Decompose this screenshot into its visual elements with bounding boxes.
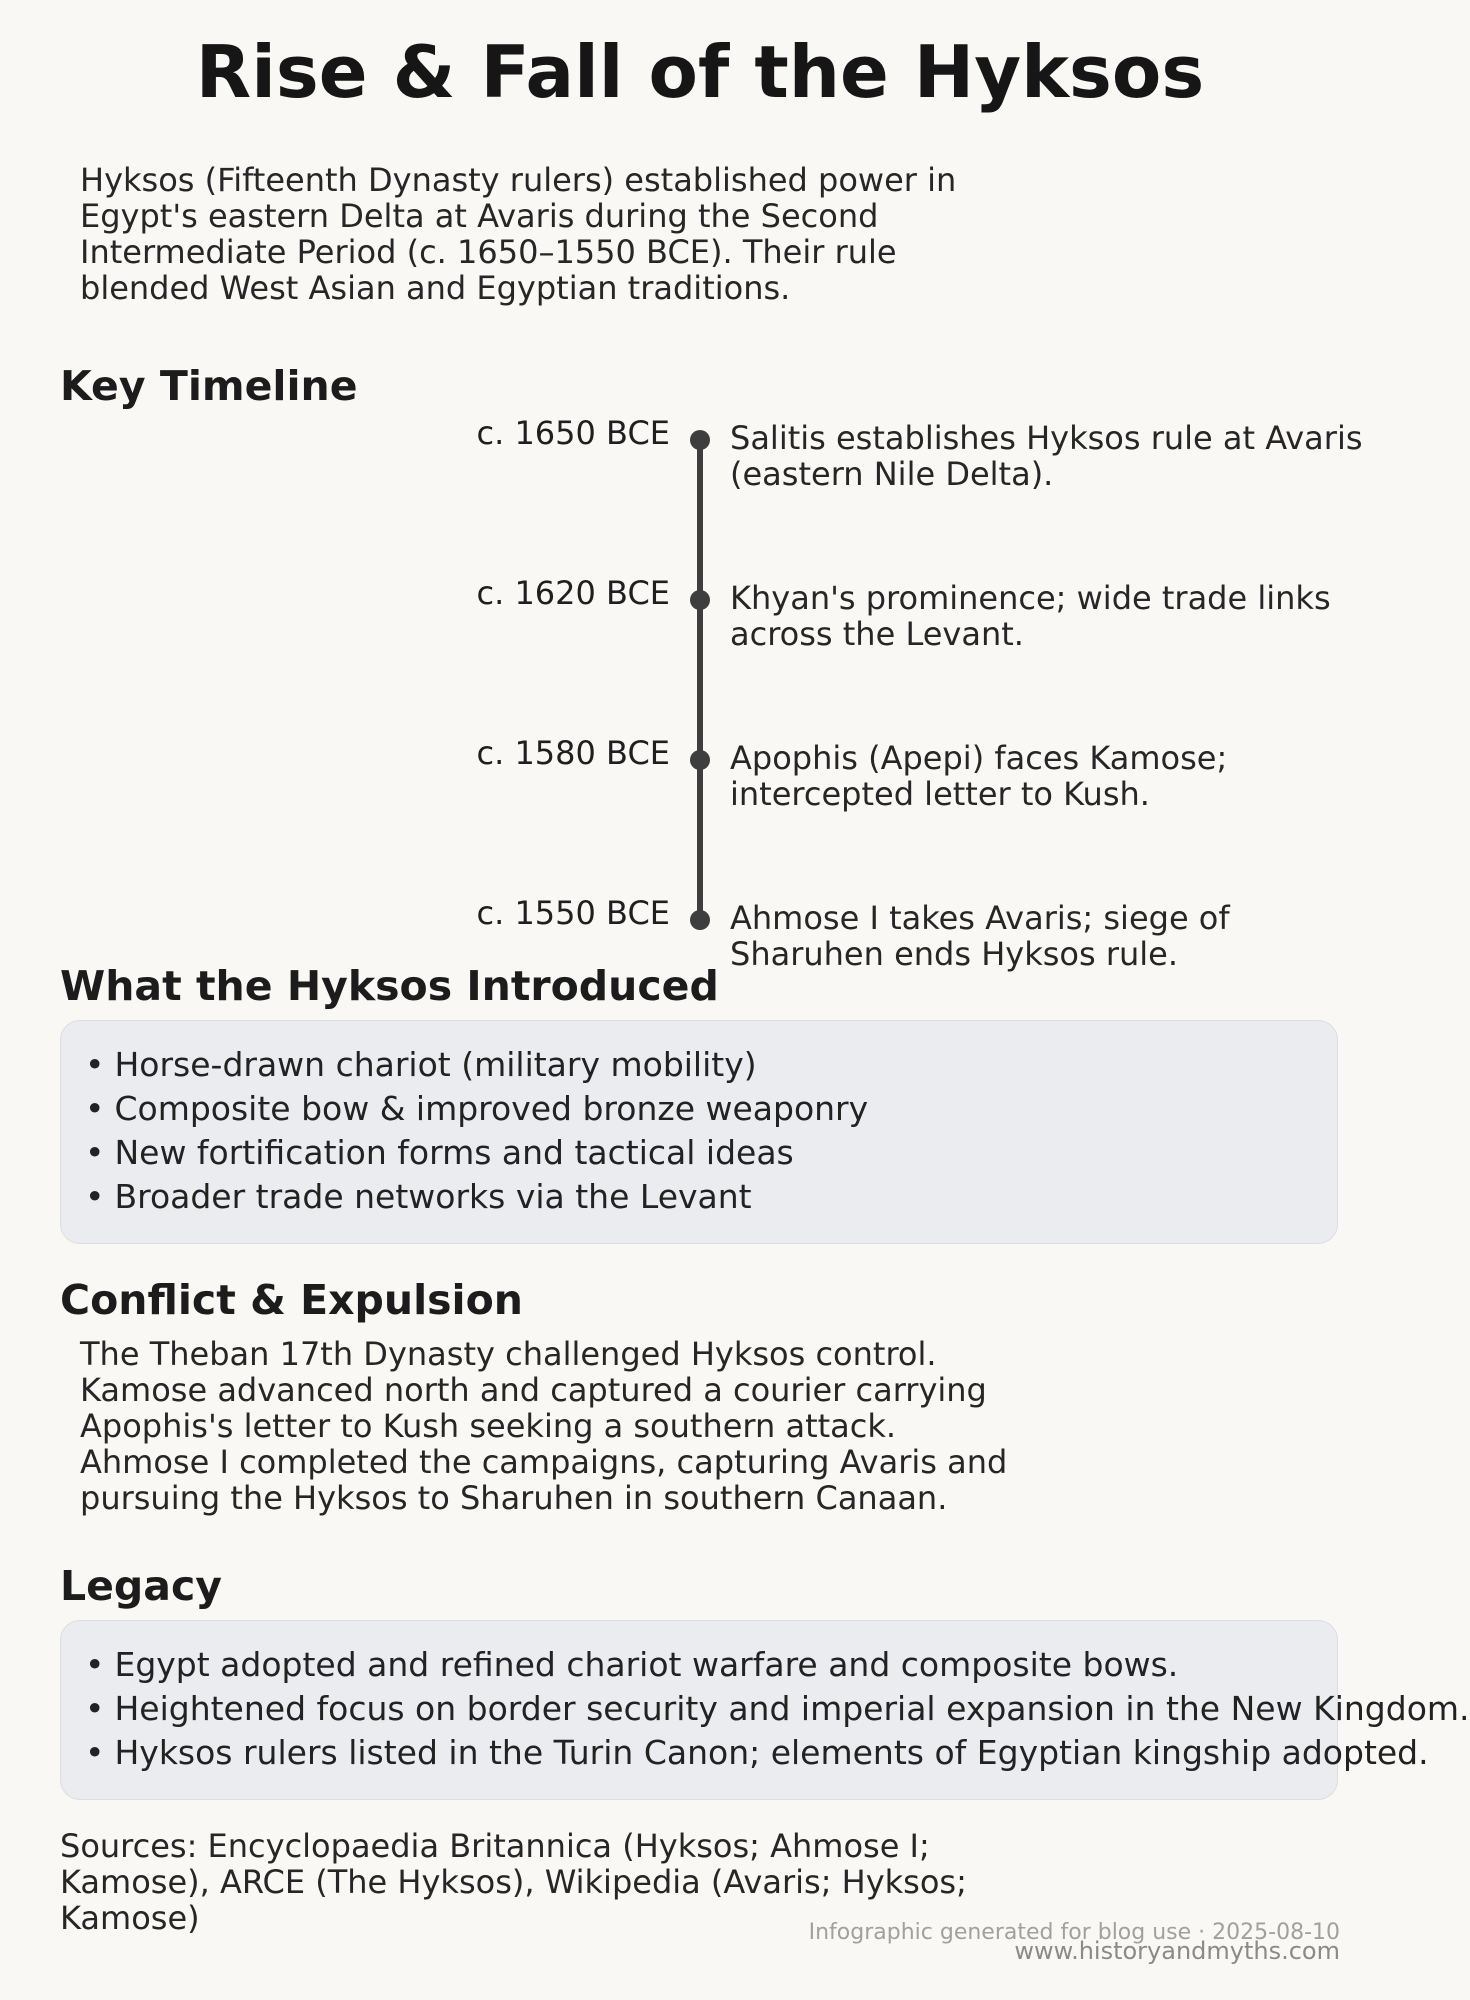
timeline-dot bbox=[690, 910, 710, 930]
timeline-event-text: Ahmose I takes Avaris; siege of Sharuhen ends Hyksos rule. bbox=[730, 899, 1230, 973]
timeline-date: c. 1620 BCE bbox=[476, 574, 670, 612]
timeline-heading: Key Timeline bbox=[60, 362, 358, 410]
timeline-dot bbox=[690, 590, 710, 610]
list-item: • Hyksos rulers listed in the Turin Canon; elements of Egyptian kingship adopted. bbox=[85, 1733, 1429, 1772]
list-item: • Broader trade networks via the Levant bbox=[85, 1177, 752, 1216]
timeline-event-text: Khyan's prominence; wide trade links across the Levant. bbox=[730, 579, 1331, 653]
list-item: • New fortification forms and tactical ideas bbox=[85, 1133, 794, 1172]
introduced-list bbox=[85, 1043, 1337, 1219]
bullet: • bbox=[85, 1733, 105, 1772]
footer-note: Infographic generated for blog use · 2025-08-10 bbox=[808, 1920, 1340, 1945]
timeline-date: c. 1580 BCE bbox=[476, 734, 670, 772]
page-title: Rise & Fall of the Hyksos bbox=[195, 30, 1205, 114]
introduced-box bbox=[60, 1020, 1338, 1244]
list-item: • Heightened focus on border security and imperial expansion in the New Kingdom. bbox=[85, 1689, 1470, 1728]
sources-text: Sources: Encyclopaedia Britannica (Hyksos; Ahmose I; Kamose), ARCE (The Hyksos), Wikipedia (Avaris; Hyksos; Kamose) bbox=[60, 1827, 967, 1937]
timeline-line bbox=[697, 438, 703, 920]
timeline-event-text: Salitis establishes Hyksos rule at Avaris (eastern Nile Delta). bbox=[730, 419, 1363, 493]
timeline-dot bbox=[690, 430, 710, 450]
list-item: • Composite bow & improved bronze weaponry bbox=[85, 1089, 869, 1128]
bullet: • bbox=[85, 1177, 105, 1216]
bullet: • bbox=[85, 1689, 105, 1728]
footer-site-link[interactable]: www.historyandmyths.com bbox=[1014, 1937, 1340, 1965]
timeline-date: c. 1550 BCE bbox=[476, 894, 670, 932]
intro-paragraph: Hyksos (Fifteenth Dynasty rulers) established power in Egypt's eastern Delta at Avaris during the Second Intermediate Period (c. 1650–1550 BCE). Their rule blended West Asian and Egyptian traditions. bbox=[80, 161, 957, 307]
legacy-box bbox=[60, 1620, 1470, 1800]
timeline-dot bbox=[690, 750, 710, 770]
bullet: • bbox=[85, 1645, 105, 1684]
bullet: • bbox=[85, 1133, 105, 1172]
legacy-list bbox=[85, 1643, 1470, 1775]
list-item: • Horse-drawn chariot (military mobility) bbox=[85, 1045, 757, 1084]
bullet: • bbox=[85, 1045, 105, 1084]
timeline-date: c. 1650 BCE bbox=[476, 414, 670, 452]
introduced-heading: What the Hyksos Introduced bbox=[60, 962, 719, 1010]
legacy-heading: Legacy bbox=[60, 1562, 222, 1610]
conflict-heading: Conflict & Expulsion bbox=[60, 1276, 523, 1324]
conflict-paragraph: The Theban 17th Dynasty challenged Hyksos control. Kamose advanced north and captured a courier carrying Apophis's letter to Kush seeking a southern attack. Ahmose I completed the campaigns, capturing Avaris and pursuing the Hyksos to Sharuhen in southern Canaan. bbox=[80, 1335, 1008, 1517]
bullet: • bbox=[85, 1089, 105, 1128]
timeline-event-text: Apophis (Apepi) faces Kamose; intercepted letter to Kush. bbox=[730, 739, 1228, 813]
list-item: • Egypt adopted and refined chariot warfare and composite bows. bbox=[85, 1645, 1179, 1684]
